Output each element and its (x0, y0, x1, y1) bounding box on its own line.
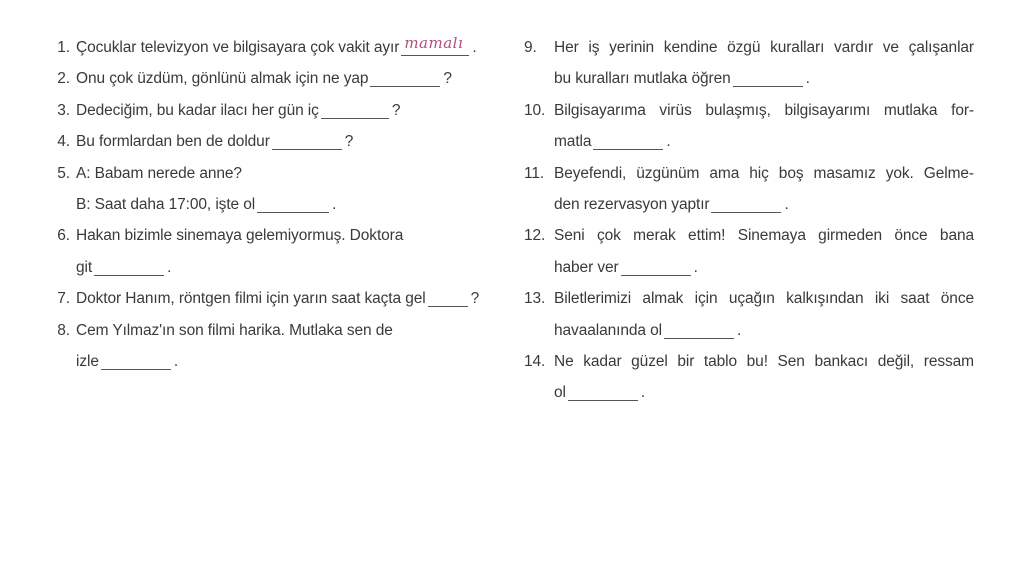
exercise-3 (48, 95, 510, 126)
exercise-9-line-2 (524, 63, 974, 94)
exercise-13-line-2 (524, 315, 974, 346)
sentence-punctuation: . (173, 352, 179, 370)
exercise-6 (48, 220, 510, 251)
item-number: 6. (57, 227, 70, 245)
sentence-text: havaalanında ol (554, 321, 662, 339)
exercise-14 (524, 346, 974, 377)
exercise-12-line-2 (524, 252, 974, 283)
answer-blank[interactable] (401, 34, 469, 56)
handwritten-answer: mamalı (404, 34, 464, 52)
sentence-punctuation: ? (391, 101, 401, 119)
answer-blank[interactable] (733, 68, 803, 87)
sentence-punctuation: . (640, 384, 646, 402)
exercise-9 (524, 32, 974, 63)
exercise-5 (48, 158, 510, 189)
sentence-text: haber ver (554, 258, 619, 276)
right-column (524, 32, 974, 409)
exercise-13 (524, 283, 974, 314)
exercise-5-line-2 (48, 189, 510, 220)
sentence-text: izle (76, 352, 99, 370)
item-number: 1. (57, 39, 70, 56)
sentence-text: den rezervasyon yaptır (554, 195, 710, 213)
item-number: 5. (57, 164, 70, 182)
answer-blank[interactable] (94, 257, 164, 276)
item-number: 11. (524, 164, 545, 182)
sentence-text: A: Babam nerede anne? (76, 164, 242, 182)
exercise-10-line-2 (524, 126, 974, 157)
exercise-8 (48, 315, 510, 346)
answer-blank[interactable] (593, 131, 663, 150)
sentence-punctuation: . (693, 258, 698, 276)
item-number: 9. (524, 39, 537, 56)
sentence-punctuation: . (784, 195, 789, 213)
sentence-punctuation: ? (443, 70, 452, 88)
exercise-14-line-2 (524, 377, 974, 408)
exercise-8-line-2 (48, 346, 510, 377)
sentence-text: Dedeciğim, bu kadar ilacı her gün iç (76, 101, 319, 119)
sentence-text: Cem Yılmaz'ın son filmi harika. Mutlaka sen de (76, 321, 393, 339)
sentence-text: Onu çok üzdüm, gönlünü almak için ne yap (76, 70, 369, 88)
sentence-text: Bu formlardan ben de doldur (76, 133, 270, 151)
item-number: 8. (57, 321, 70, 339)
answer-blank[interactable] (568, 382, 638, 401)
sentence-punctuation: . (805, 70, 810, 88)
sentence-punctuation: . (666, 133, 671, 151)
item-number: 4. (57, 133, 70, 151)
item-number: 14. (524, 352, 546, 370)
sentence-text: Bilgisayarıma virüs bulaşmış, bilgisayarımı mutlaka for- (554, 101, 974, 119)
item-number: 2. (57, 70, 70, 88)
sentence-text: Beyefendi, üzgünüm ama hiç boş masamız yok. Gelme- (554, 164, 974, 182)
sentence-text: B: Saat daha 17:00, işte ol (76, 195, 256, 213)
sentence-text: ol (554, 384, 566, 402)
exercise-6-line-2 (48, 252, 510, 283)
left-column (48, 32, 510, 377)
item-number: 13. (524, 290, 546, 308)
sentence-punctuation: . (736, 321, 742, 339)
sentence-punctuation: ? (344, 133, 354, 151)
sentence-punctuation: . (167, 258, 172, 276)
sentence-punctuation: . (332, 195, 337, 213)
exercise-7 (48, 283, 510, 314)
sentence-text: Çocuklar televizyon ve bilgisayara çok vakit ayır (76, 39, 400, 56)
sentence-text: Biletlerimizi almak için uçağın kalkışından iki saat önce (554, 290, 974, 308)
exercise-2 (48, 63, 510, 94)
answer-blank[interactable] (370, 68, 440, 87)
answer-blank[interactable] (664, 320, 734, 339)
item-number: 12. (524, 227, 546, 245)
sentence-text: Ne kadar güzel bir tablo bu! Sen bankacı değil, ressam (554, 352, 974, 370)
sentence-text: Doktor Hanım, röntgen filmi için yarın saat kaçta gel (76, 290, 426, 308)
exercise-12 (524, 220, 974, 251)
answer-blank[interactable] (711, 194, 781, 213)
sentence-text: bu kuralları mutlaka öğren (554, 70, 731, 88)
exercise-1 (48, 32, 510, 63)
answer-blank[interactable] (428, 288, 468, 307)
item-number: 7. (57, 290, 70, 308)
answer-blank[interactable] (621, 257, 691, 276)
exercise-11-line-2 (524, 189, 974, 220)
sentence-punctuation: . (472, 39, 477, 56)
sentence-text: matla (554, 133, 592, 151)
item-number: 3. (57, 101, 70, 119)
sentence-text: git (76, 258, 93, 276)
item-number: 10. (524, 101, 546, 119)
sentence-text: Her iş yerinin kendine özgü kuralları vardır ve çalışanlar (554, 39, 974, 56)
exercise-10 (524, 95, 974, 126)
sentence-text: Seni çok merak ettim! Sinemaya girmeden önce bana (554, 227, 974, 245)
answer-blank[interactable] (101, 351, 171, 370)
exercise-4 (48, 126, 510, 157)
answer-blank[interactable] (257, 194, 329, 213)
answer-blank[interactable] (321, 100, 389, 119)
exercise-11 (524, 158, 974, 189)
answer-blank[interactable] (272, 131, 342, 150)
sentence-punctuation: ? (470, 290, 480, 308)
sentence-text: Hakan bizimle sinemaya gelemiyormuş. Doktora (76, 227, 404, 245)
